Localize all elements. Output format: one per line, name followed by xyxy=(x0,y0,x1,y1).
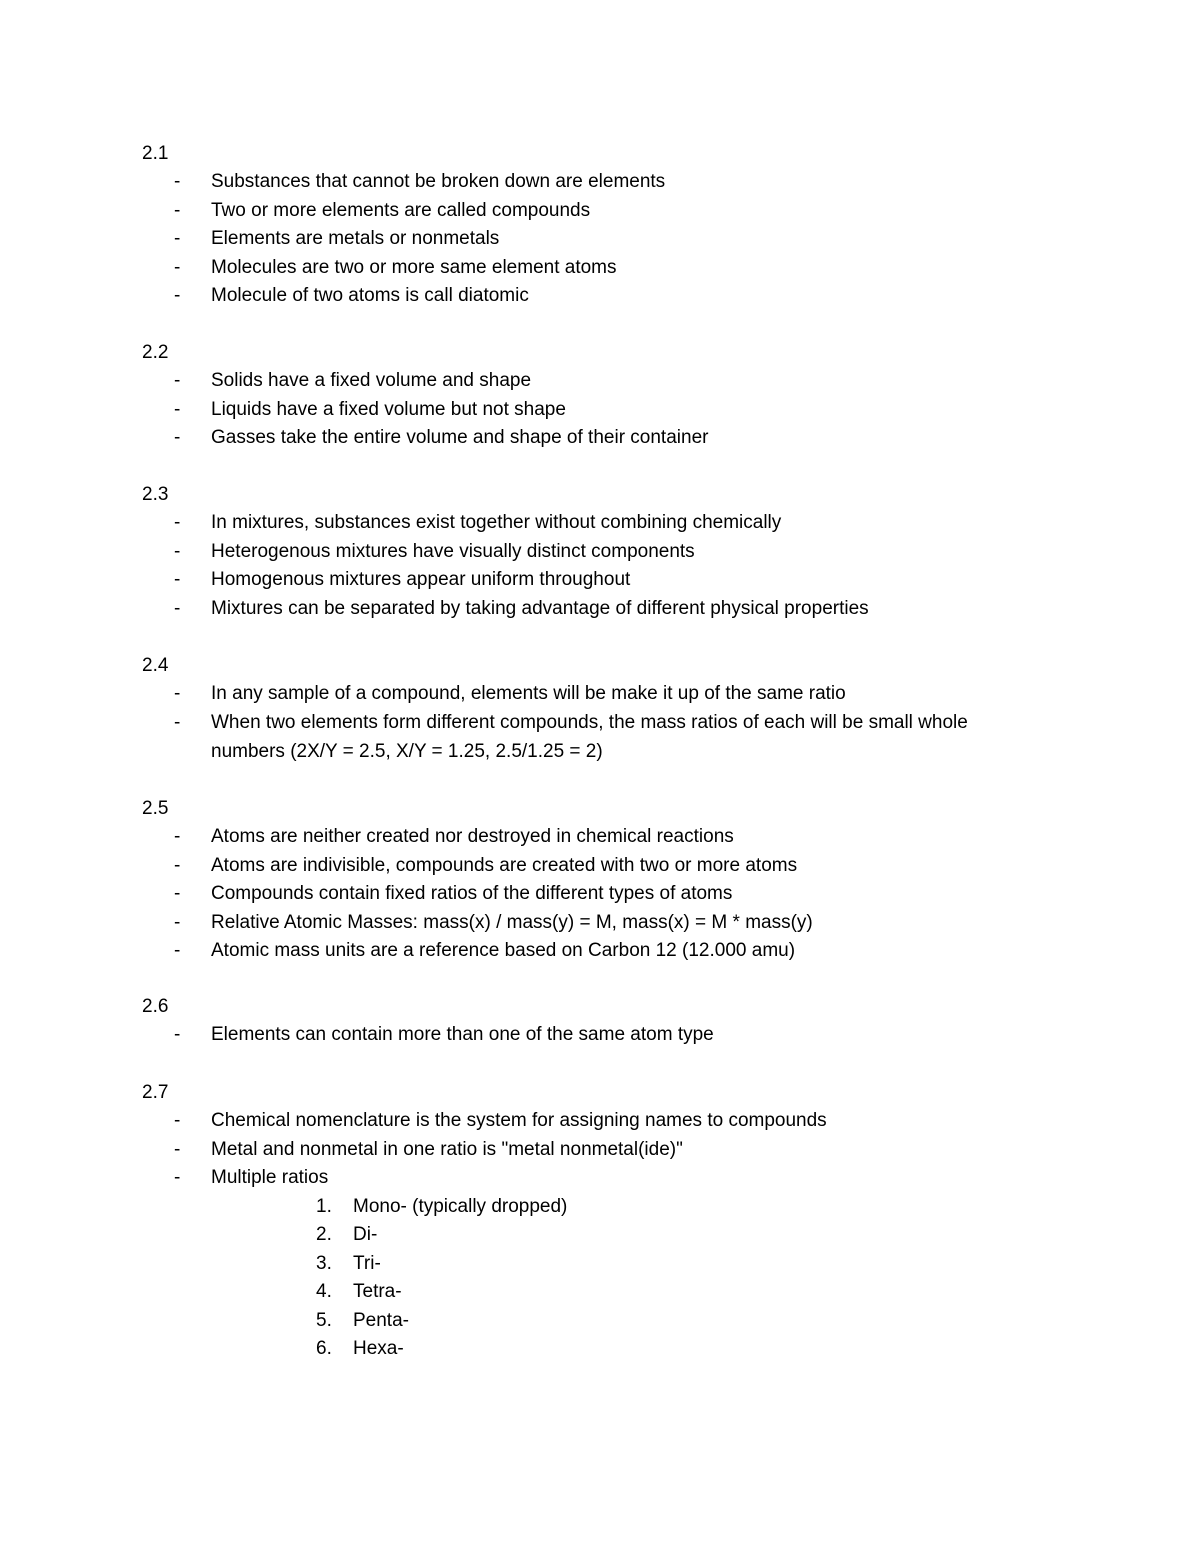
numbered-list-item-text: Penta- xyxy=(353,1310,409,1331)
list-item-text: Chemical nomenclature is the system for assigning names to compounds xyxy=(211,1110,827,1131)
bullet-marker: - xyxy=(174,569,181,590)
list-item-text: Elements are metals or nonmetals xyxy=(211,228,500,249)
list-number: 3. xyxy=(316,1253,332,1274)
list-item-text: In any sample of a compound, elements will be make it up of the same ratio xyxy=(211,683,846,704)
bullet-marker: - xyxy=(174,370,181,391)
list-number: 5. xyxy=(316,1310,332,1331)
section-heading: 2.1 xyxy=(142,143,169,164)
bullet-marker: - xyxy=(174,285,181,306)
bullet-marker: - xyxy=(174,826,181,847)
bullet-marker: - xyxy=(174,1167,181,1188)
bullet-marker: - xyxy=(174,171,181,192)
bullet-marker: - xyxy=(174,940,181,961)
list-item-text: Heterogenous mixtures have visually distinct components xyxy=(211,541,695,562)
bullet-marker: - xyxy=(174,855,181,876)
numbered-list-item-text: Hexa- xyxy=(353,1338,404,1359)
bullet-marker: - xyxy=(174,683,181,704)
list-number: 6. xyxy=(316,1338,332,1359)
section-heading: 2.7 xyxy=(142,1082,169,1103)
list-item-text: Elements can contain more than one of the same atom type xyxy=(211,1024,714,1045)
section-heading: 2.2 xyxy=(142,342,169,363)
section-heading: 2.3 xyxy=(142,484,169,505)
list-item-text: Molecule of two atoms is call diatomic xyxy=(211,285,529,306)
section-heading: 2.4 xyxy=(142,655,169,676)
list-item-text: When two elements form different compounds, the mass ratios of each will be small whole numbers (2X/Y = 2.5, X/Y = 1.25, 2.5/1.25 = 2) xyxy=(211,712,968,762)
list-item-text: Liquids have a fixed volume but not shape xyxy=(211,399,566,420)
numbered-list-item-text: Tetra- xyxy=(353,1281,402,1302)
bullet-marker: - xyxy=(174,883,181,904)
list-item-text: Relative Atomic Masses: mass(x) / mass(y) = M, mass(x) = M * mass(y) xyxy=(211,912,813,933)
list-item-text: Multiple ratios xyxy=(211,1167,329,1188)
bullet-marker: - xyxy=(174,257,181,278)
list-item-text: Homogenous mixtures appear uniform throughout xyxy=(211,569,631,590)
bullet-marker: - xyxy=(174,1024,181,1045)
bullet-marker: - xyxy=(174,541,181,562)
list-number: 2. xyxy=(316,1224,332,1245)
bullet-marker: - xyxy=(174,1110,181,1131)
numbered-list-item-text: Tri- xyxy=(353,1253,381,1274)
list-item-text: Atoms are indivisible, compounds are created with two or more atoms xyxy=(211,855,798,876)
section-heading: 2.5 xyxy=(142,798,169,819)
list-item-text: In mixtures, substances exist together without combining chemically xyxy=(211,512,782,533)
bullet-marker: - xyxy=(174,598,181,619)
list-item-text: Mixtures can be separated by taking advantage of different physical properties xyxy=(211,598,869,619)
bullet-marker: - xyxy=(174,228,181,249)
numbered-list-item-text: Mono- (typically dropped) xyxy=(353,1196,568,1217)
section-heading: 2.6 xyxy=(142,996,169,1017)
list-item-text: Atomic mass units are a reference based on Carbon 12 (12.000 amu) xyxy=(211,940,796,961)
list-item-text: Compounds contain fixed ratios of the different types of atoms xyxy=(211,883,733,904)
bullet-marker: - xyxy=(174,399,181,420)
bullet-marker: - xyxy=(174,427,181,448)
list-number: 1. xyxy=(316,1196,332,1217)
numbered-list-item-text: Di- xyxy=(353,1224,378,1245)
list-item-text: Two or more elements are called compounds xyxy=(211,200,591,221)
list-item-text: Molecules are two or more same element atoms xyxy=(211,257,617,278)
bullet-marker: - xyxy=(174,512,181,533)
bullet-marker: - xyxy=(174,1139,181,1160)
bullet-marker: - xyxy=(174,712,181,733)
list-item-text: Substances that cannot be broken down are elements xyxy=(211,171,666,192)
list-item-text: Metal and nonmetal in one ratio is "metal nonmetal(ide)" xyxy=(211,1139,683,1160)
bullet-marker: - xyxy=(174,912,181,933)
list-number: 4. xyxy=(316,1281,332,1302)
list-item-text: Atoms are neither created nor destroyed in chemical reactions xyxy=(211,826,734,847)
bullet-marker: - xyxy=(174,200,181,221)
list-item-text: Solids have a fixed volume and shape xyxy=(211,370,532,391)
list-item-text: Gasses take the entire volume and shape of their container xyxy=(211,427,709,448)
